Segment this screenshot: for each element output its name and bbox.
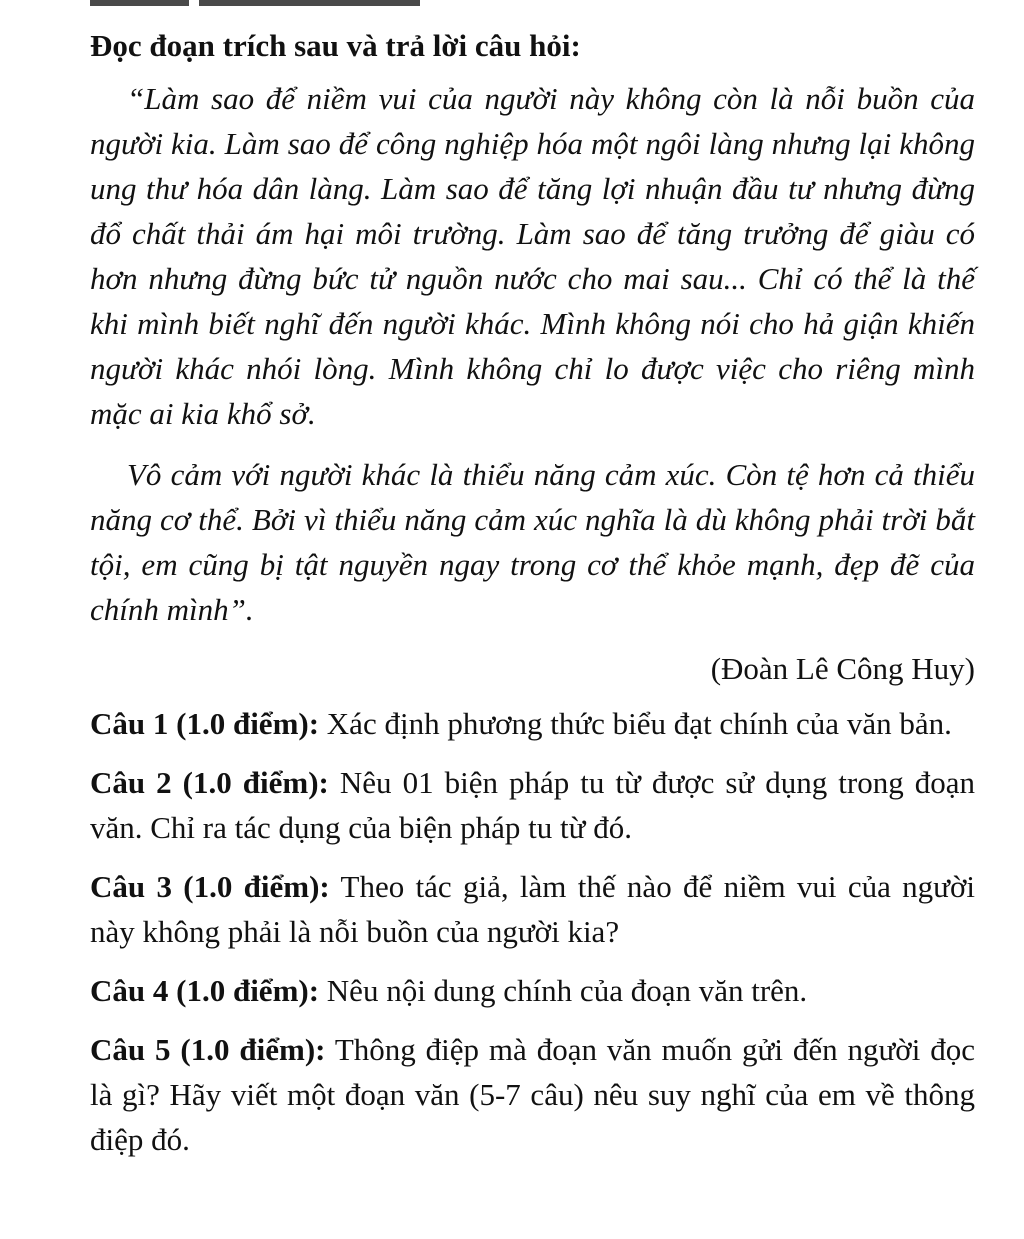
question-5-label: Câu 5 (1.0 điểm): xyxy=(90,1032,326,1067)
question-4-label: Câu 4 (1.0 điểm): xyxy=(90,973,320,1008)
question-4 xyxy=(90,968,975,1013)
question-5 xyxy=(90,1027,975,1162)
question-1-text: Xác định phương thức biểu đạt chính của văn bản. xyxy=(326,706,952,741)
passage-excerpt xyxy=(90,76,975,632)
question-list xyxy=(90,701,975,1162)
passage-paragraph-1: “Làm sao để niềm vui của người này không còn là nỗi buồn của người kia. Làm sao để công nghiệp hóa một ngôi làng nhưng lại không ung thư hóa dân làng. Làm sao để tăng lợi nhuận đầu tư nhưng đừng đổ chất thải ám hại môi trường. Làm sao để tăng trưởng để giàu có hơn nhưng đừng bức tử nguồn nước cho mai sau... Chỉ có thể là thế khi mình biết nghĩ đến người khác. Mình không nói cho hả giận khiến người khác nhói lòng. Mình không chỉ lo được việc cho riêng mình mặc ai kia khổ sở. xyxy=(90,81,975,431)
question-2-label: Câu 2 (1.0 điểm): xyxy=(90,765,329,800)
question-1-label: Câu 1 (1.0 điểm): xyxy=(90,706,320,741)
instruction-heading: Đọc đoạn trích sau và trả lời câu hỏi: xyxy=(90,28,581,63)
question-1 xyxy=(90,701,975,746)
question-2 xyxy=(90,760,975,850)
passage-paragraph-2: Vô cảm với người khác là thiểu năng cảm xúc. Còn tệ hơn cả thiểu năng cơ thể. Bởi vì thiểu năng cảm xúc nghĩa là dù không phải trời bắt tội, em cũng bị tật nguyền ngay trong cơ thể khỏe mạnh, đẹp đẽ của chính mình”. xyxy=(90,457,975,627)
author-attribution: (Đoàn Lê Công Huy) xyxy=(710,651,975,686)
question-4-text: Nêu nội dung chính của đoạn văn trên. xyxy=(326,973,808,1008)
question-3-label: Câu 3 (1.0 điểm): xyxy=(90,869,330,904)
question-3 xyxy=(90,864,975,954)
document-page xyxy=(90,22,975,1176)
question-3-text: Theo tác giả, làm thế nào để niềm vui của người này không phải là nỗi buồn của người kia? xyxy=(90,869,975,949)
cropped-previous-line xyxy=(90,0,420,6)
question-2-text: Nêu 01 biện pháp tu từ được sử dụng trong đoạn văn. Chỉ ra tác dụng của biện pháp tu từ đó. xyxy=(90,765,975,845)
question-5-text: Thông điệp mà đoạn văn muốn gửi đến người đọc là gì? Hãy viết một đoạn văn (5-7 câu) nêu suy nghĩ của em về thông điệp đó. xyxy=(90,1032,975,1157)
